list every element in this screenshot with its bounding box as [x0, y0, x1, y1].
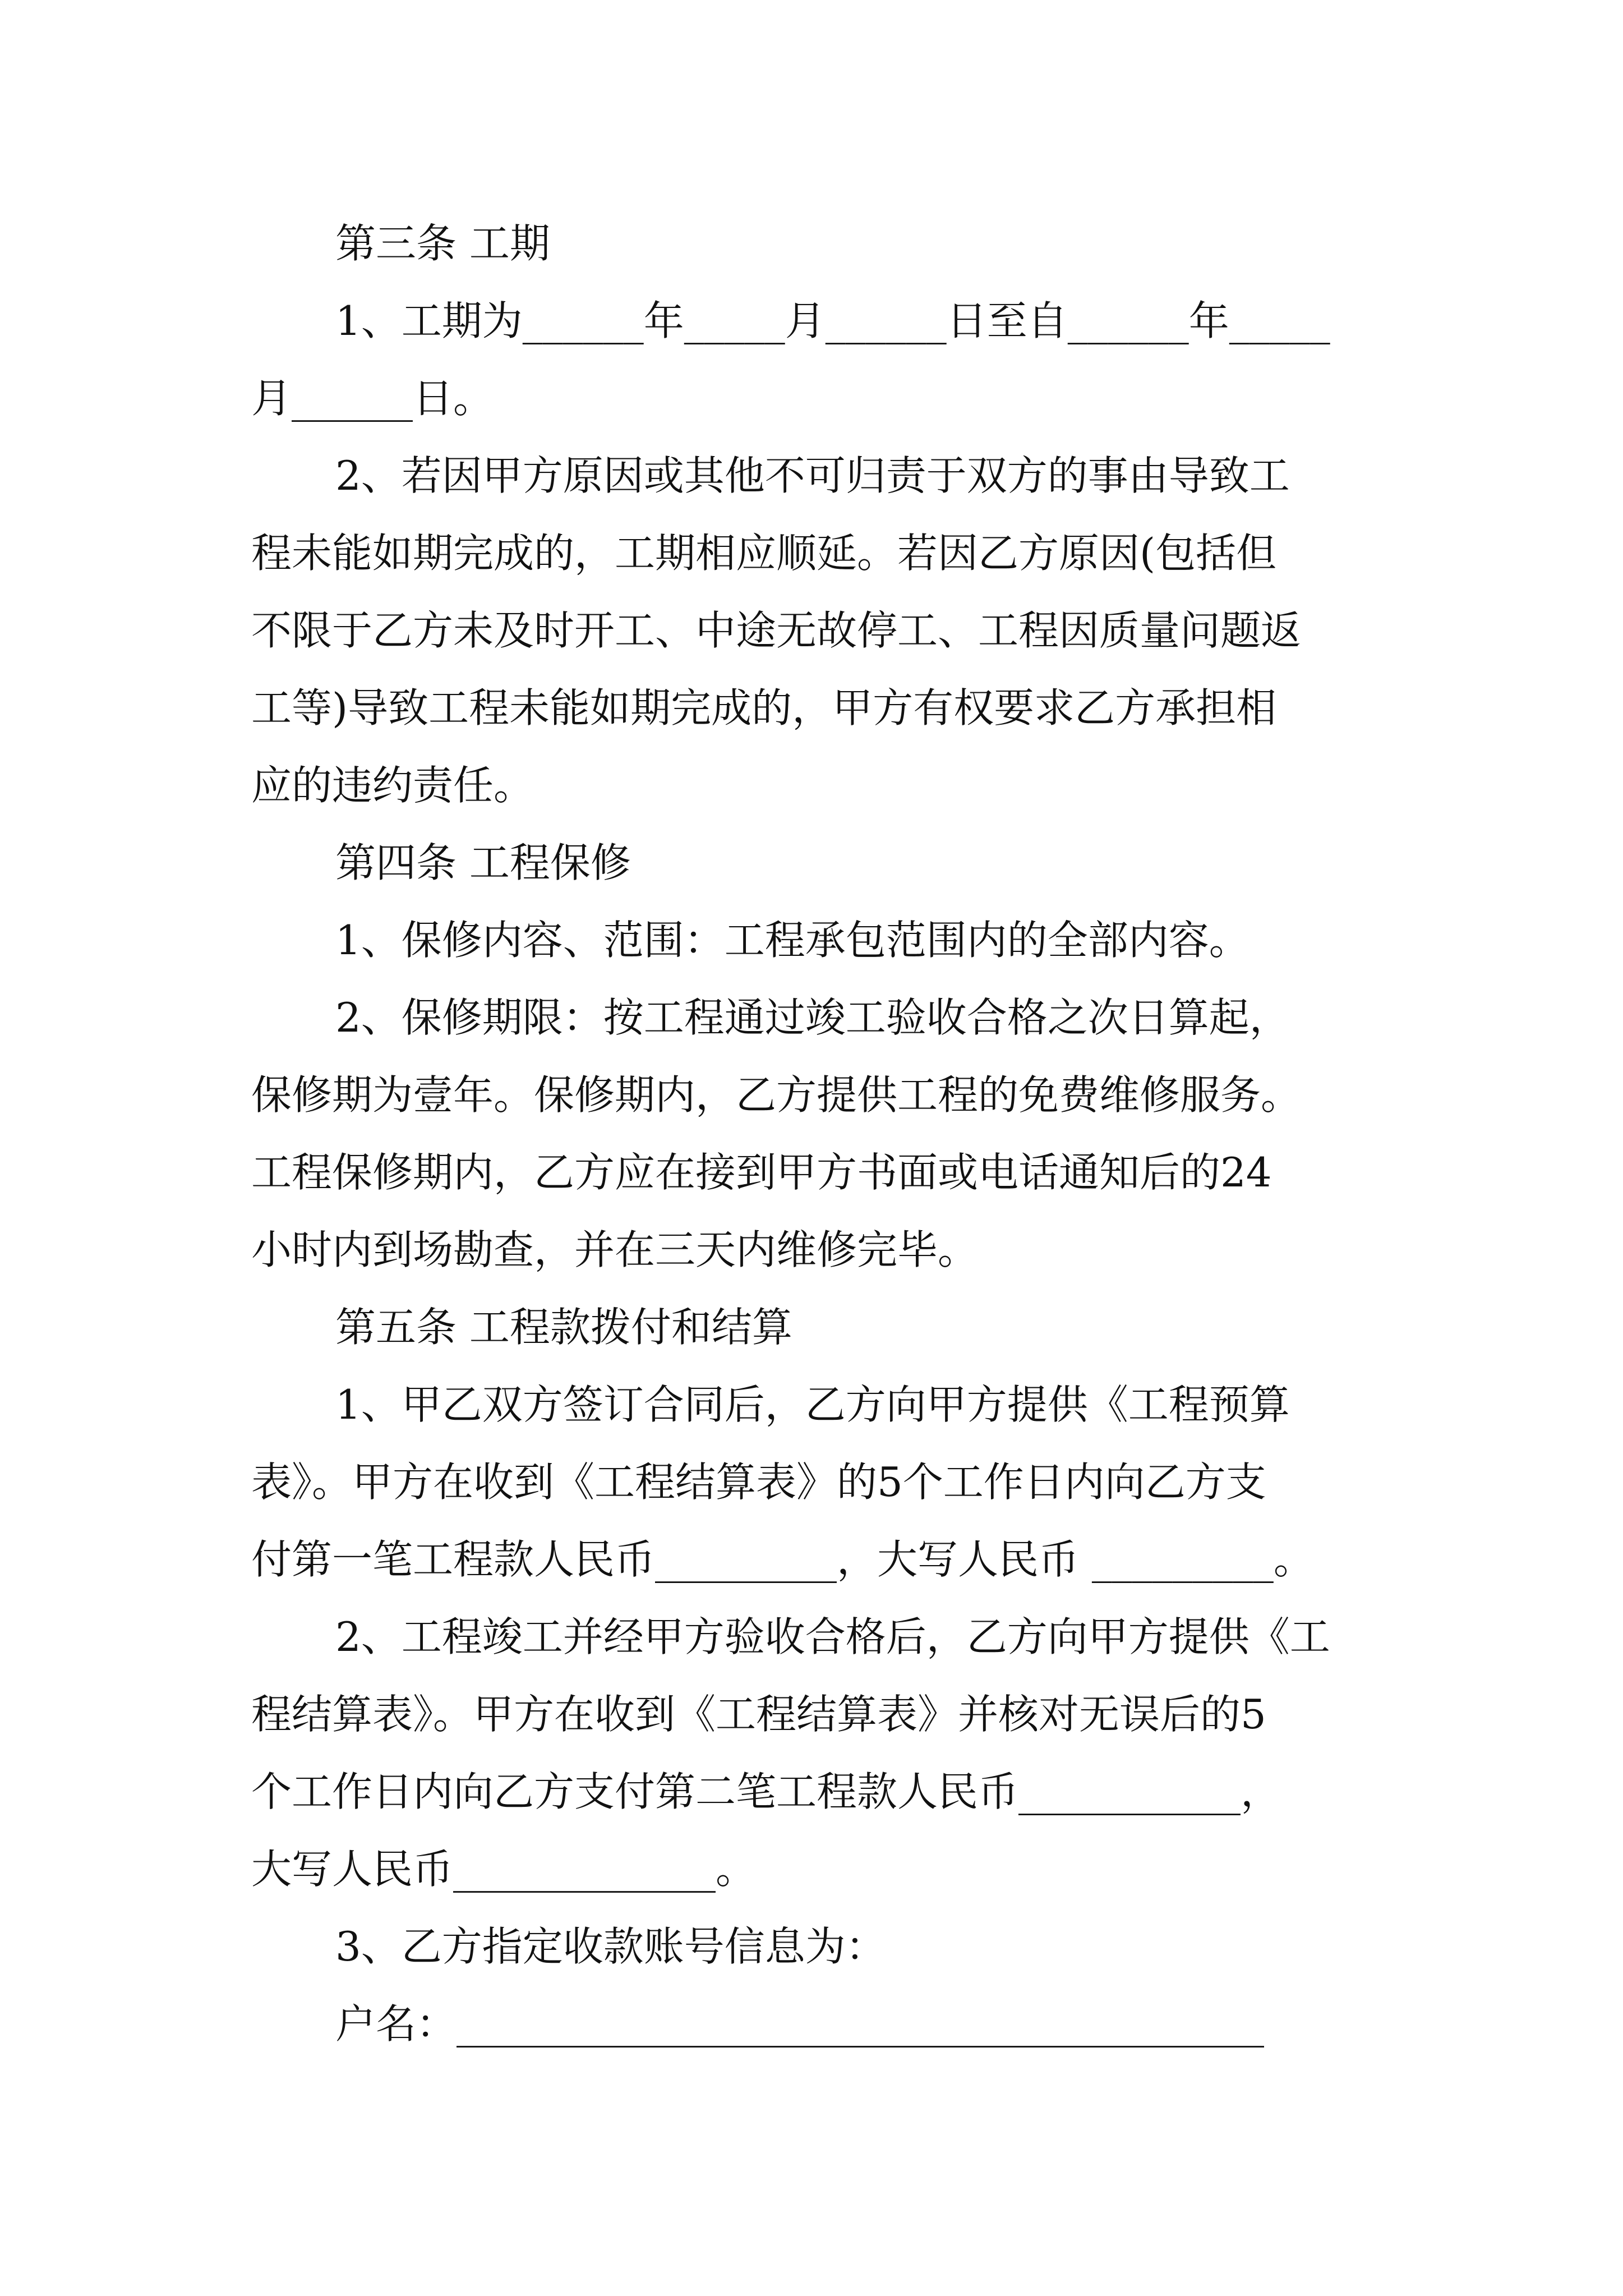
section-5-heading: 第五条 工程款拨付和结算	[335, 1304, 792, 1351]
section-3-heading: 第三条 工期	[335, 220, 550, 267]
paragraph-line: 月______日。	[251, 375, 494, 422]
paragraph-line: 付第一笔工程款人民币_________，大写人民币 _________。	[251, 1536, 1314, 1583]
paragraph-line: 大写人民币_____________。	[251, 1846, 757, 1893]
paragraph-line: 程未能如期完成的，工期相应顺延。若因乙方原因(包括但	[251, 530, 1277, 577]
paragraph-line: 1、工期为______年_____月______日至自______年_____	[335, 297, 1330, 344]
paragraph-line: 2、工程竣工并经甲方验收合格后，乙方向甲方提供《工	[335, 1613, 1330, 1660]
paragraph-line: 个工作日内向乙方支付第二笔工程款人民币___________，	[251, 1768, 1281, 1815]
paragraph-line: 3、乙方指定收款账号信息为：	[335, 1923, 886, 1970]
paragraph-line: 程结算表》。甲方在收到《工程结算表》并核对无误后的5	[251, 1691, 1266, 1738]
paragraph-line: 1、保修内容、范围：工程承包范围内的全部内容。	[335, 917, 1249, 964]
account-name-line: 户名：________________________________________	[335, 2000, 1265, 2047]
paragraph-line: 保修期为壹年。保修期内，乙方提供工程的免费维修服务。	[251, 1071, 1302, 1119]
paragraph-line: 应的违约责任。	[251, 762, 534, 809]
paragraph-line: 工程保修期内，乙方应在接到甲方书面或电话通知后的24	[251, 1149, 1272, 1196]
paragraph-line: 2、保修期限：按工程通过竣工验收合格之次日算起，	[335, 994, 1290, 1041]
paragraph-line: 2、若因甲方原因或其他不可归责于双方的事由导致工	[335, 452, 1290, 499]
paragraph-line: 1、甲乙双方签订合同后，乙方向甲方提供《工程预算	[335, 1381, 1290, 1428]
paragraph-line: 小时内到场勘查，并在三天内维修完毕。	[251, 1226, 979, 1273]
section-4-heading: 第四条 工程保修	[335, 839, 631, 886]
paragraph-line: 工等)导致工程未能如期完成的，甲方有权要求乙方承担相	[251, 684, 1277, 731]
paragraph-line: 不限于乙方未及时开工、中途无故停工、工程因质量问题返	[251, 607, 1302, 654]
paragraph-line: 表》。甲方在收到《工程结算表》的5个工作日内向乙方支	[251, 1458, 1266, 1506]
